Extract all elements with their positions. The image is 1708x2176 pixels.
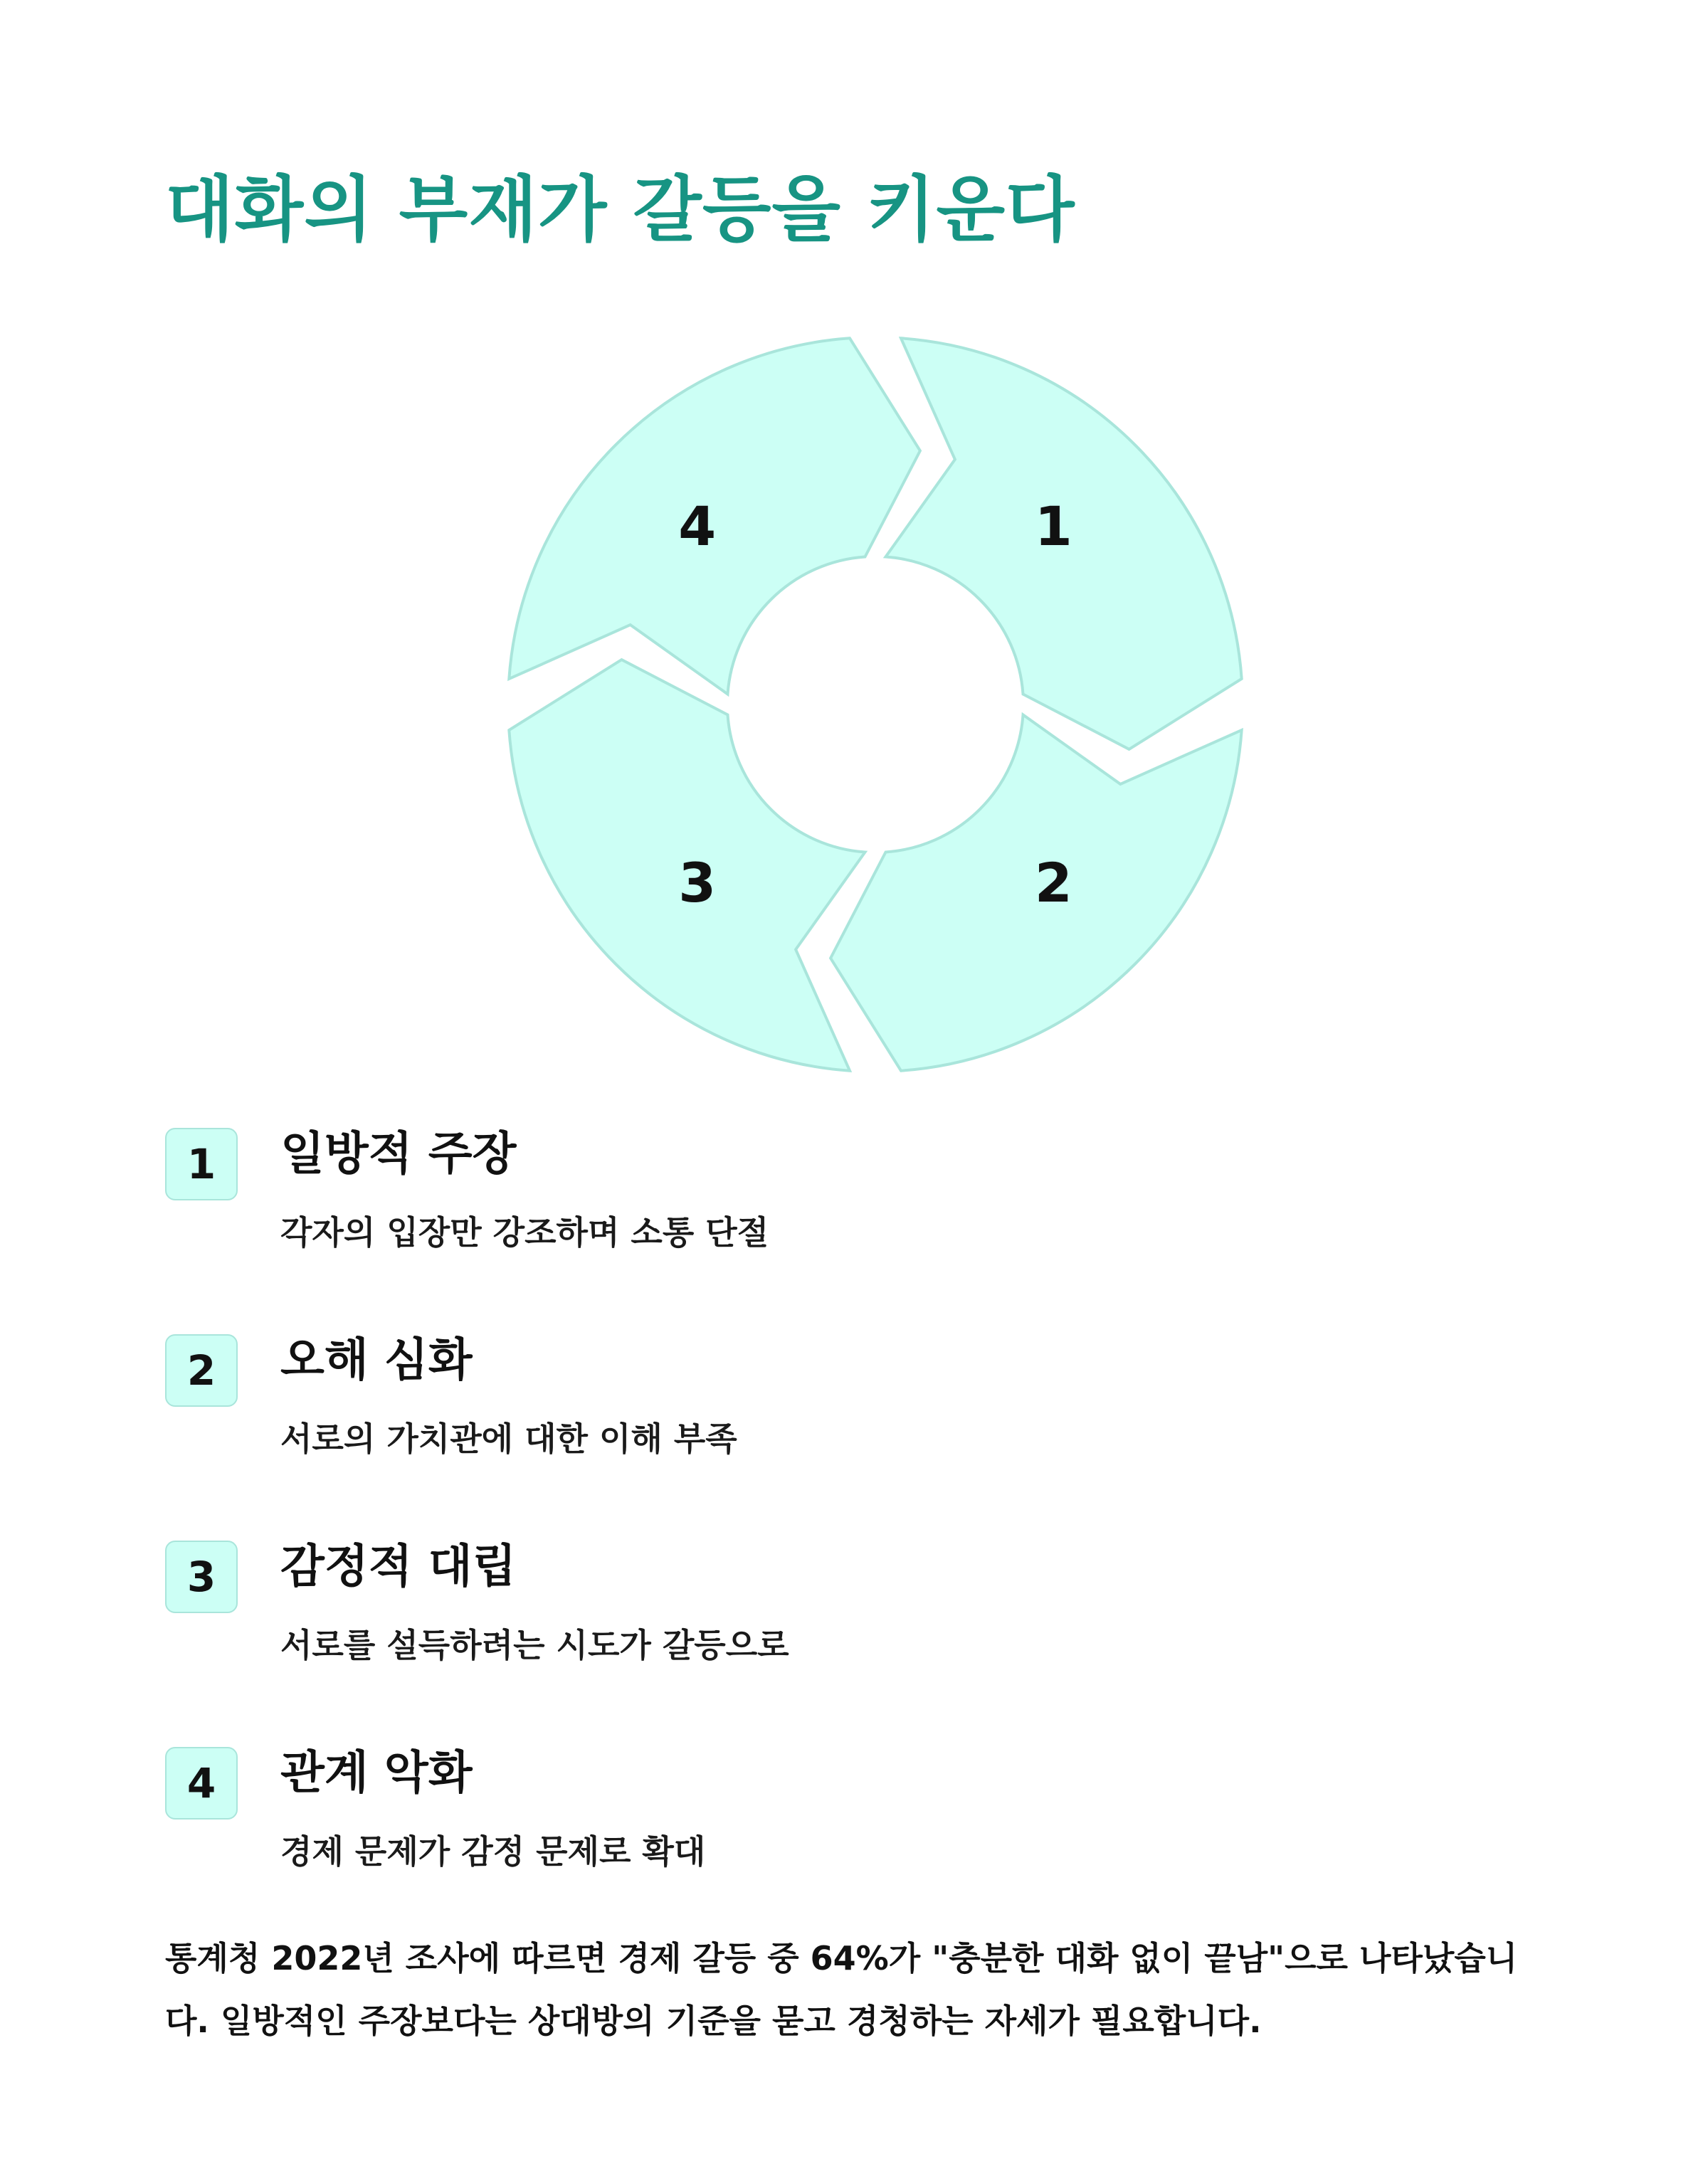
step-number-badge: 3 bbox=[165, 1541, 238, 1613]
cycle-segment-number: 3 bbox=[678, 850, 717, 914]
summary-note: 통계청 2022년 조사에 따르면 경제 갈등 중 64%가 "충분한 대화 없이 끝남"으로 나타났습니다. 일방적인 주장보다는 상대방의 기준을 묻고 경청하는 자세가 필요합니다. bbox=[165, 1939, 1518, 2040]
cycle-diagram bbox=[498, 327, 1253, 1082]
step-list bbox=[165, 1128, 1517, 1953]
step-description: 경제 문제가 감정 문제로 확대 bbox=[280, 1832, 706, 1871]
step-title: 일방적 주장 bbox=[280, 1128, 517, 1181]
step-item-1 bbox=[165, 1128, 1517, 1334]
step-title: 오해 심화 bbox=[280, 1334, 473, 1387]
step-number-badge: 1 bbox=[165, 1128, 238, 1200]
cycle-segment-number: 2 bbox=[1034, 850, 1072, 914]
step-title: 관계 악화 bbox=[280, 1747, 473, 1800]
step-number-badge: 2 bbox=[165, 1334, 238, 1407]
step-title: 감정적 대립 bbox=[280, 1541, 517, 1593]
step-description: 서로의 가치관에 대한 이해 부족 bbox=[280, 1420, 737, 1458]
step-number-badge: 4 bbox=[165, 1747, 238, 1820]
step-item-4 bbox=[165, 1747, 1517, 1953]
step-description: 서로를 설득하려는 시도가 갈등으로 bbox=[280, 1626, 789, 1664]
page-title: 대화의 부재가 갈등을 키운다 bbox=[165, 168, 1075, 251]
step-item-2 bbox=[165, 1334, 1517, 1541]
step-description: 각자의 입장만 강조하며 소통 단절 bbox=[280, 1213, 769, 1252]
cycle-segment-number: 1 bbox=[1034, 495, 1072, 559]
cycle-segment-number: 4 bbox=[678, 495, 717, 559]
step-item-3 bbox=[165, 1541, 1517, 1747]
